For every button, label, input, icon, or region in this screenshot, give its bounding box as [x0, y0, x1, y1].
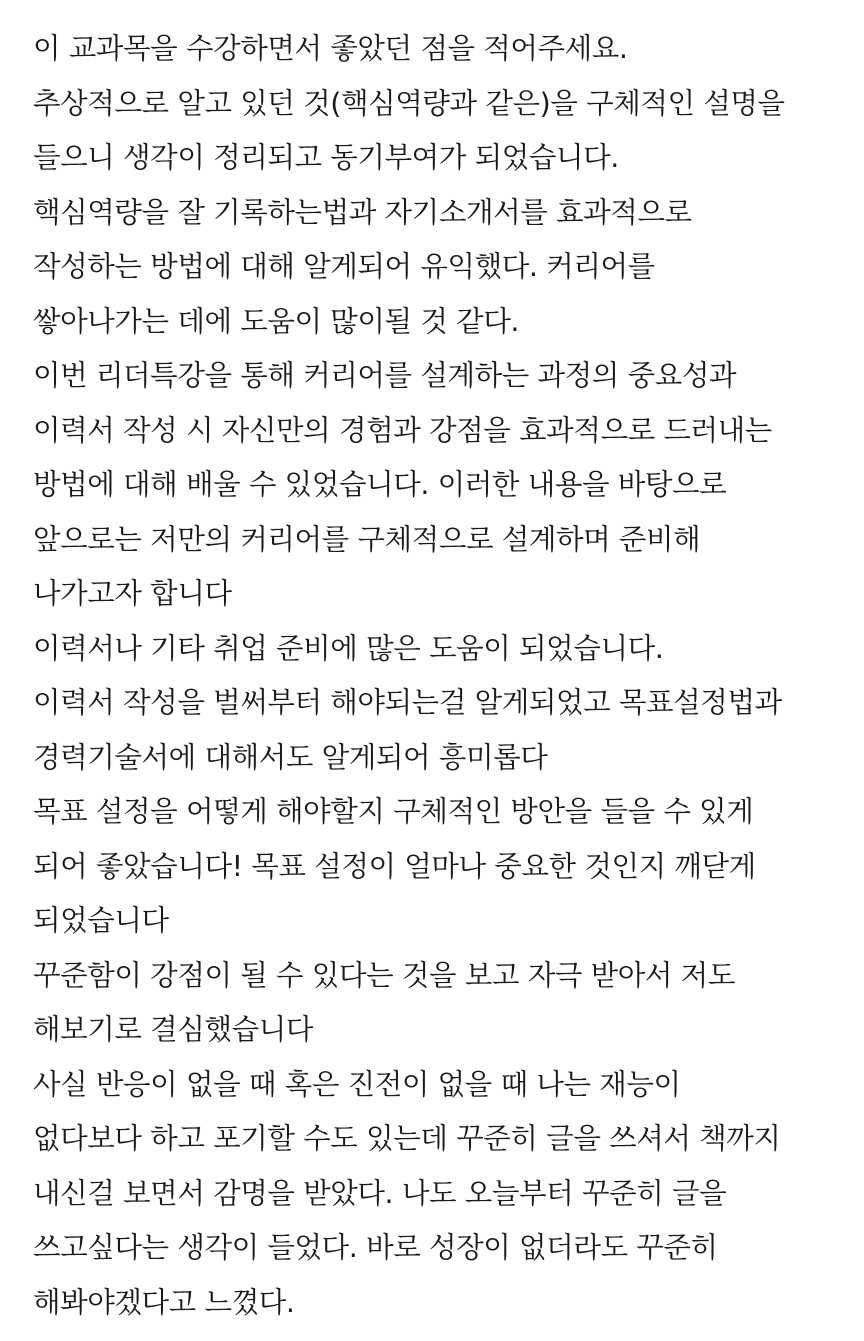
text-line: 되어 좋았습니다! 목표 설정이 얼마나 중요한 것인지 깨닫게 [33, 849, 756, 883]
text-line: 이 교과목을 수강하면서 좋았던 점을 적어주세요. [33, 32, 628, 65]
text-line: 해봐야겠다고 느꼈다. [33, 1285, 295, 1319]
text-line: 추상적으로 알고 있던 것(핵심역량과 같은)을 구체적인 설명을 [33, 86, 785, 120]
text-line: 앞으로는 저만의 커리어를 구체적으로 설계하며 준비해 [33, 522, 701, 556]
text-line: 이번 리더특강을 통해 커리어를 설계하는 과정의 중요성과 [33, 359, 737, 392]
text-line: 쌓아나가는 데에 도움이 많이될 것 같다. [33, 304, 520, 338]
text-line: 쓰고싶다는 생각이 들었다. 바로 성장이 없더라도 꾸준히 [33, 1231, 718, 1264]
text-line: 핵심역량을 잘 기록하는법과 자기소개서를 효과적으로 [33, 195, 692, 229]
text-line: 나가고자 합니다 [33, 577, 232, 610]
text-line: 꾸준함이 강점이 될 수 있다는 것을 보고 자극 받아서 저도 [33, 958, 735, 992]
text-line: 이력서 작성 시 자신만의 경험과 강점을 효과적으로 드러내는 [33, 413, 772, 447]
text-line: 이력서 작성을 벌써부터 해야되는걸 알게되었고 목표설정법과 [33, 686, 782, 719]
text-line: 없다보다 하고 포기할 수도 있는데 꾸준히 글을 쓰셔서 책까지 [33, 1122, 781, 1155]
text-line: 내신걸 보면서 감명을 받았다. 나도 오늘부터 꾸준히 글을 [33, 1176, 727, 1210]
text-line: 들으니 생각이 정리되고 동기부여가 되었습니다. [33, 141, 619, 174]
text-line: 되었습니다 [33, 904, 169, 937]
text-line: 작성하는 방법에 대해 알게되어 유익했다. 커리어를 [33, 250, 655, 283]
text-line: 경력기술서에 대해서도 알게되어 흥미롭다 [33, 740, 548, 774]
text-line: 해보기로 결심했습니다 [33, 1013, 313, 1046]
text-line: 이력서나 기타 취업 준비에 많은 도움이 되었습니다. [33, 631, 664, 665]
text-line: 사실 반응이 없을 때 혹은 진전이 없을 때 나는 재능이 [33, 1067, 681, 1101]
text-line: 목표 설정을 어떻게 해야할지 구체적인 방안을 들을 수 있게 [33, 795, 754, 828]
text-line: 방법에 대해 배울 수 있었습니다. 이러한 내용을 바탕으로 [33, 468, 727, 501]
